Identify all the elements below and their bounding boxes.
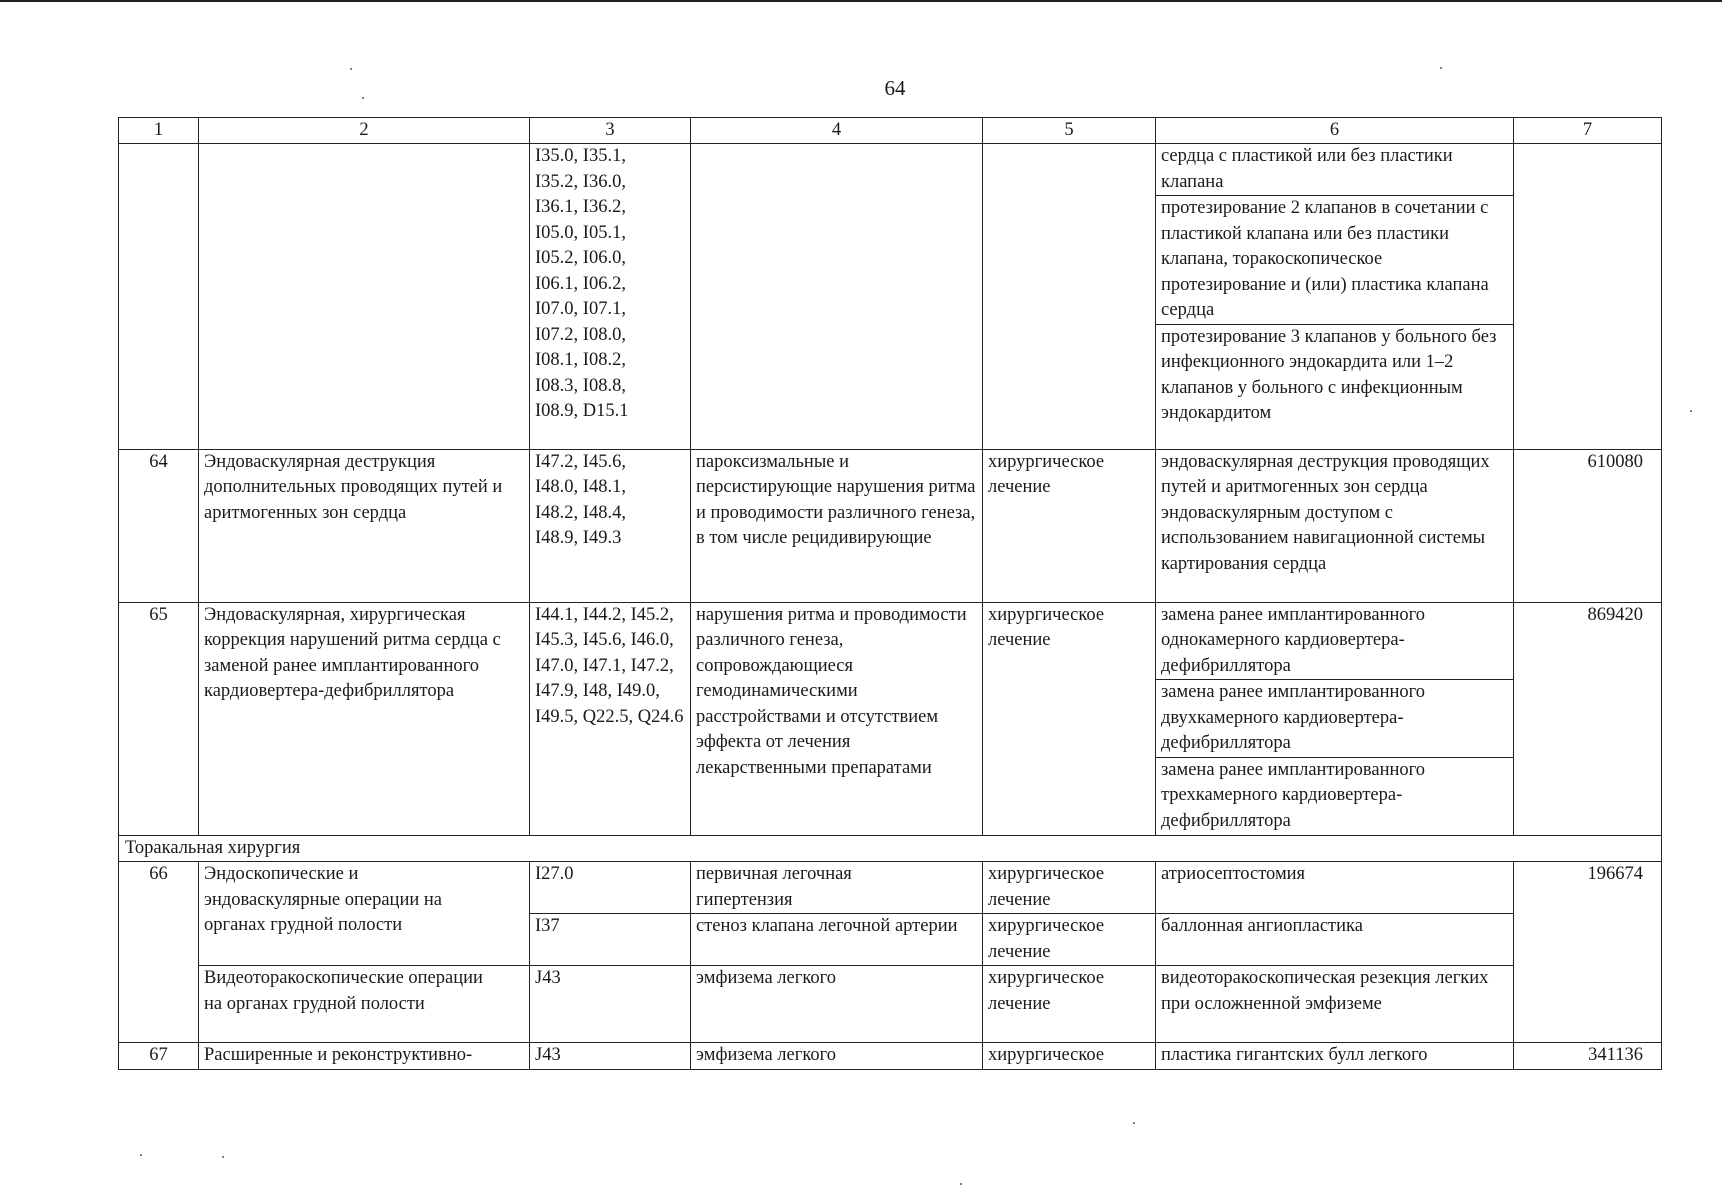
table-row <box>119 966 1662 1043</box>
column-header: 7 <box>1514 118 1662 144</box>
service-name-cell: Эндоскопические и эндоваскулярные операции на органах грудной полости <box>199 862 530 966</box>
scan-speck <box>140 1154 142 1156</box>
patient-model-cell: стеноз клапана легочной артерии <box>691 914 983 966</box>
cost-cell <box>1514 144 1662 450</box>
cost-cell: 196674 <box>1514 862 1662 1043</box>
treatment-type-cell: хирургическое <box>983 1043 1156 1070</box>
scan-speck <box>350 68 352 70</box>
diagnosis-codes-cell: I47.2, I45.6, I48.0, I48.1, I48.2, I48.4, I48.9, I49.3 <box>530 449 691 602</box>
cost-cell: 869420 <box>1514 602 1662 835</box>
column-header: 1 <box>119 118 199 144</box>
patient-model-cell: первичная легочная гипертензия <box>691 862 983 914</box>
row-number-cell: 66 <box>119 862 199 1043</box>
patient-model-cell: эмфизема легкого <box>691 966 983 1043</box>
table-row <box>119 1043 1662 1070</box>
treatment-type-cell: хирургическое лечение <box>983 602 1156 835</box>
treatment-method-cell: замена ранее имплантированного двухкамерного кардиовертера-дефибриллятора <box>1156 680 1514 758</box>
row-number-cell: 64 <box>119 449 199 602</box>
table-row <box>119 449 1662 602</box>
scan-speck <box>222 1156 224 1158</box>
treatment-method-cell: пластика гигантских булл легкого <box>1156 1043 1514 1070</box>
diagnosis-codes-cell: I35.0, I35.1, I35.2, I36.0, I36.1, I36.2, I05.0, I05.1, I05.2, I06.0, I06.1, I06.2, I07.0, I07.1, I07.2, I08.0, I08.1, I08.2, I08.3, I08.8, I08.9, D15.1 <box>530 144 691 450</box>
treatment-type-cell: хирургическое лечение <box>983 966 1156 1043</box>
treatment-type-cell: хирургическое лечение <box>983 449 1156 602</box>
treatment-type-cell: хирургическое лечение <box>983 914 1156 966</box>
row-number-cell: 65 <box>119 602 199 835</box>
cost-cell: 341136 <box>1514 1043 1662 1070</box>
treatment-method-cell: сердца с пластикой или без пластики клапана <box>1156 144 1514 196</box>
treatment-method-cell: атриосептостомия <box>1156 862 1514 914</box>
table-row <box>119 602 1662 680</box>
diagnosis-codes-cell: J43 <box>530 966 691 1043</box>
column-header: 2 <box>199 118 530 144</box>
service-name-cell <box>199 144 530 450</box>
treatment-method-cell: замена ранее имплантированного трехкамерного кардиовертера-дефибриллятора <box>1156 757 1514 835</box>
column-header: 3 <box>530 118 691 144</box>
diagnosis-codes-cell: I27.0 <box>530 862 691 914</box>
service-name-cell: Расширенные и реконструктивно- <box>199 1043 530 1070</box>
section-heading-row <box>119 835 1662 862</box>
patient-model-cell: эмфизема легкого <box>691 1043 983 1070</box>
column-number-header-row <box>119 118 1662 144</box>
scan-speck <box>1690 410 1692 412</box>
scan-speck <box>1440 67 1442 69</box>
service-name-cell: Видеоторакоскопические операции на органах грудной полости <box>199 966 530 1043</box>
service-name-cell: Эндоваскулярная, хирургическая коррекция нарушений ритма сердца с заменой ранее имплантированного кардиовертера-дефибриллятора <box>199 602 530 835</box>
column-header: 4 <box>691 118 983 144</box>
treatment-method-cell: замена ранее имплантированного однокамерного кардиовертера-дефибриллятора <box>1156 602 1514 680</box>
diagnosis-codes-cell: J43 <box>530 1043 691 1070</box>
diagnosis-codes-cell: I44.1, I44.2, I45.2, I45.3, I45.6, I46.0, I47.0, I47.1, I47.2, I47.9, I48, I49.0, I49.5, Q22.5, Q24.6 <box>530 602 691 835</box>
service-name-cell: Эндоваскулярная деструкция дополнительных проводящих путей и аритмогенных зон сердца <box>199 449 530 602</box>
row-number-cell <box>119 144 199 450</box>
scan-speck <box>362 97 364 99</box>
top-border-line <box>0 0 1722 2</box>
treatment-type-cell: хирургическое лечение <box>983 862 1156 914</box>
section-title: Торакальная хирургия <box>119 835 1662 862</box>
treatment-method-cell: видеоторакоскопическая резекция легких при осложненной эмфиземе <box>1156 966 1514 1043</box>
patient-model-cell: нарушения ритма и проводимости различного генеза, сопровождающиеся гемодинамическими расстройствами и отсутствием эффекта от лечения лекарственными препаратами <box>691 602 983 835</box>
row-number-cell: 67 <box>119 1043 199 1070</box>
scan-speck <box>1133 1122 1135 1124</box>
scan-speck <box>960 1183 962 1185</box>
patient-model-cell <box>691 144 983 450</box>
treatment-type-cell <box>983 144 1156 450</box>
diagnosis-codes-cell: I37 <box>530 914 691 966</box>
column-header: 5 <box>983 118 1156 144</box>
cost-cell: 610080 <box>1514 449 1662 602</box>
patient-model-cell: пароксизмальные и персистирующие нарушения ритма и проводимости различного генеза, в том числе рецидивирующие <box>691 449 983 602</box>
treatment-method-cell: эндоваскулярная деструкция проводящих путей и аритмогенных зон сердца эндоваскулярным доступом с использованием навигационной системы картирования сердца <box>1156 449 1514 602</box>
treatment-method-cell: протезирование 2 клапанов в сочетании с пластикой клапана или без пластики клапана, торакоскопическое протезирование и (или) пластика клапана сердца <box>1156 196 1514 325</box>
column-header: 6 <box>1156 118 1514 144</box>
table-row <box>119 862 1662 914</box>
page-number: 64 <box>884 76 906 100</box>
treatment-method-cell: баллонная ангиопластика <box>1156 914 1514 966</box>
medical-services-table <box>118 117 1662 1070</box>
table-row <box>119 144 1662 196</box>
treatment-method-cell: протезирование 3 клапанов у больного без инфекционного эндокардита или 1–2 клапанов у больного с инфекционным эндокардитом <box>1156 324 1514 449</box>
